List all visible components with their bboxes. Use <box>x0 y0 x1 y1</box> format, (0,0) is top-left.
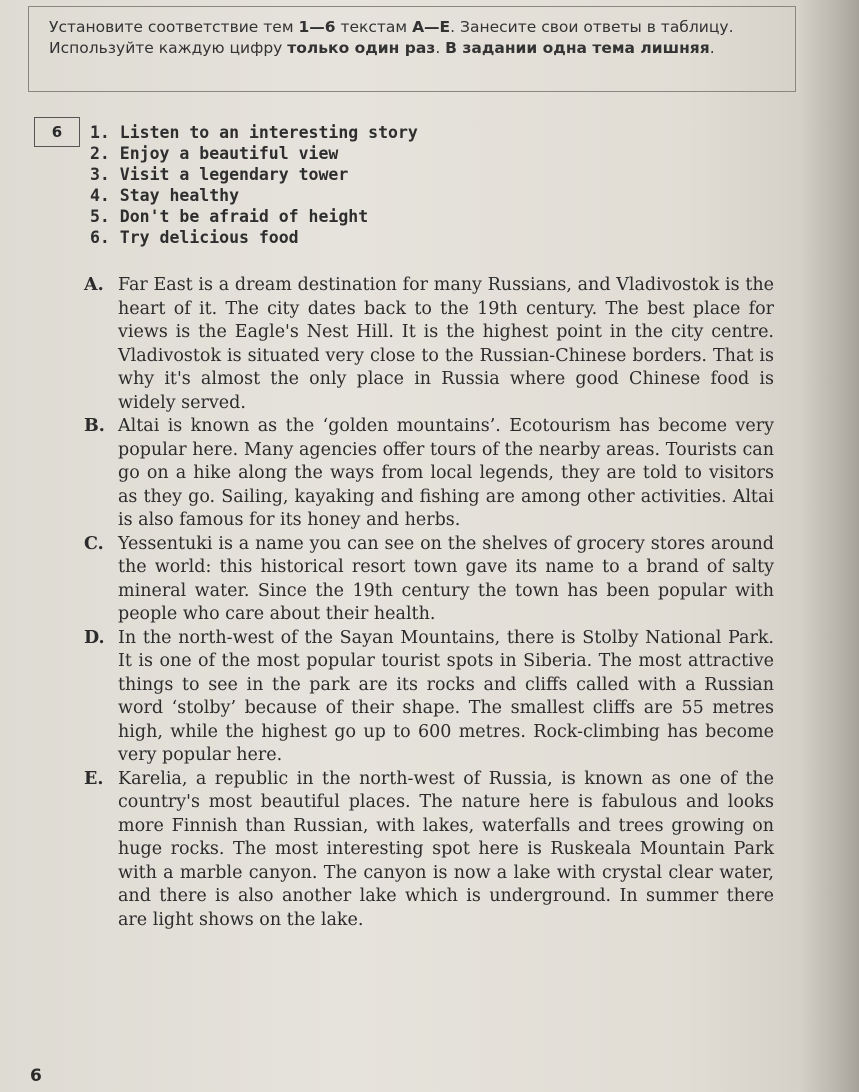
topic-item: 5. Don't be afraid of height <box>90 207 369 226</box>
topic-item: 2. Enjoy a beautiful view <box>90 144 339 163</box>
instruction-text: Установите соответствие тем <box>49 18 299 36</box>
text-d <box>84 627 774 768</box>
instruction-text: . <box>435 39 446 57</box>
topic-list <box>90 122 418 248</box>
instruction-emphasis-extra-topic: В задании одна тема лишняя <box>445 39 710 57</box>
text-letter: D. <box>84 627 105 648</box>
text-c <box>84 533 774 627</box>
instruction-text: текстам <box>335 18 413 36</box>
instruction-text: . Занесите свои ответы в таблицу. Используйте каждую цифру <box>49 18 734 57</box>
text-b <box>84 415 774 533</box>
topic-item: 4. Stay healthy <box>90 186 240 205</box>
text-letter: A. <box>84 275 104 295</box>
task-instruction <box>28 6 796 92</box>
text-letter: E. <box>84 768 104 789</box>
topic-item: 3. Visit a legendary tower <box>90 165 349 184</box>
page-edge-shadow <box>799 0 859 1092</box>
text-body: Far East is a dream destination for many Russians, and Vladivostok is the heart of it. The city dates back to the 19th century. The best place for views is the Eagle's Nest Hill. It is the highest point in the city centre. Vladivostok is situated very close to the Russian-Chinese borders. That is why it's almost the only place in Russia where good Chinese food is widely served. <box>118 275 774 413</box>
topic-item: 6. Try delicious food <box>90 228 299 247</box>
text-body: In the north-west of the Sayan Mountains, there is Stolby National Park. It is one of the most popular tourist spots in Siberia. The most attractive things to see in the park are its rocks and cliffs called with a Russian word ‘stolby’ because of their shape. The smallest cliffs are 55 metres high, while the highest go up to 600 metres. Rock-climbing has become very popular here. <box>118 627 774 765</box>
text-a <box>84 274 774 415</box>
instruction-text: . <box>709 39 715 57</box>
text-body: Karelia, a republic in the north-west of Russia, is known as one of the country's most beautiful places. The nature here is fabulous and looks more Finnish than Russian, with lakes, waterfalls and trees growing on huge rocks. The most interesting spot here is Ruskeala Mountain Park with a marble canyon. The canyon is now a lake with crystal clear water, and there is also another lake which is underground. In summer there are light shows on the lake. <box>118 768 774 930</box>
text-body: Altai is known as the ‘golden mountains’. Ecotourism has become very popular here. Many agencies offer tours of the nearby areas. Tourists can go on a hike along the ways from local legends, they are told to visitors as they go. Sailing, kayaking and fishing are among other activities. Altai is also famous for its honey and herbs. <box>118 416 774 530</box>
text-e <box>84 768 774 933</box>
text-letter: C. <box>84 533 104 554</box>
instruction-topics-range: 1—6 <box>298 18 336 36</box>
instruction-texts-range: А—Е <box>412 18 451 36</box>
text-list <box>84 274 774 932</box>
task-number-box: 6 <box>34 117 80 147</box>
page-number: 6 <box>30 1066 42 1086</box>
text-body: Yessentuki is a name you can see on the shelves of grocery stores around the world: this historical resort town gave its name to a brand of salty mineral water. Since the 19th century the town has been popular with people who care about their health. <box>118 533 774 624</box>
text-letter: B. <box>84 416 105 436</box>
instruction-emphasis-once: только один раз <box>287 39 436 57</box>
topic-item: 1. Listen to an interesting story <box>90 123 418 142</box>
